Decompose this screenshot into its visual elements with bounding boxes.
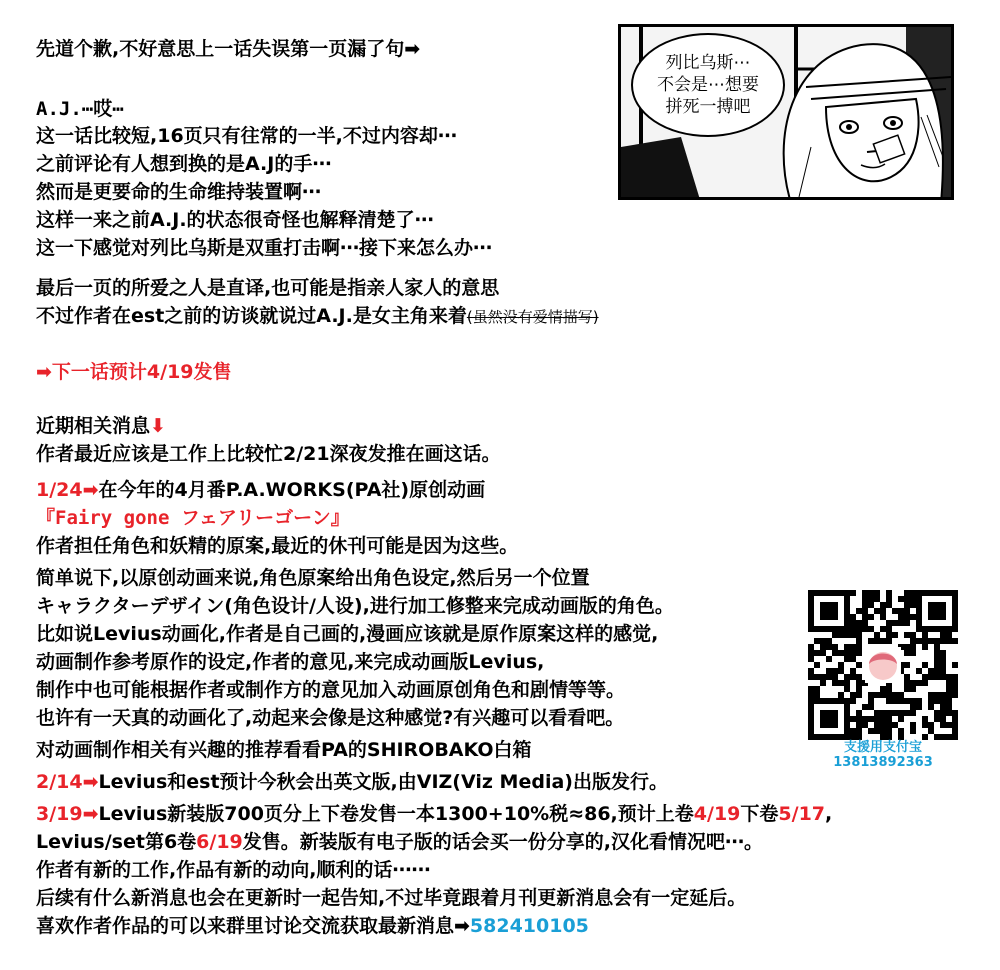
news-date: 3/19➡ [36, 803, 99, 825]
closing-line: 后续有什么新消息也会在更新时一起告知,不过毕竟跟着月刊更新消息会有一定延后。 [36, 887, 747, 909]
news-text: Levius/set第6卷 [36, 831, 197, 853]
news-item-vol6 [36, 830, 763, 854]
next-release: ➡下一话预计4/19发售 [36, 361, 232, 383]
release-date: 6/19 [196, 831, 243, 853]
news-line: 作者担任角色和妖精的原案,最近的休刊可能是因为这些。 [36, 535, 519, 557]
manga-panel [618, 24, 954, 200]
news-date: 1/24➡ [36, 479, 99, 501]
news-text: Levius和est预计今秋会出英文版,由VIZ(Viz Media)出版发行。 [98, 771, 668, 793]
news-date: 2/14➡ [36, 771, 99, 793]
news-text: Levius新装版700页分上下卷发售一本1300+10%税≈86,预计上卷 [98, 803, 694, 825]
anime-title: 『Fairy gone フェアリーゴーン』 [36, 507, 350, 529]
news-text: , [825, 803, 833, 825]
group-line [36, 914, 589, 938]
explain-line: 制作中也可能根据作者或制作方的意见加入动画原创角色和剧情等等。 [36, 679, 626, 701]
alipay-qr-code [808, 590, 958, 740]
news-heading-text: 近期相关消息 [36, 415, 151, 437]
note-line [36, 304, 599, 329]
bubble-line: 列比乌斯⋯ [665, 53, 751, 73]
news-heading [36, 414, 166, 438]
group-text: 喜欢作者作品的可以来群里讨论交流获取最新消息➡ [36, 915, 470, 937]
intro-line: 这样一来之前A.J.的状态很奇怪也解释清楚了⋯ [36, 209, 434, 231]
news-text: 下卷 [740, 803, 779, 825]
intro-line: 然而是更要命的生命维持装置啊⋯ [36, 181, 322, 203]
bubble-line: 不会是⋯想要 [657, 75, 759, 95]
speech-bubble [631, 33, 785, 137]
release-date: 4/19 [693, 803, 741, 825]
news-item-anime [36, 478, 485, 502]
bubble-line: 拼死一搏吧 [665, 97, 751, 117]
intro-line: A.J.⋯哎⋯ [36, 98, 124, 120]
explain-line: 对动画制作相关有兴趣的推荐看看PA的SHIROBAKO白箱 [36, 739, 532, 761]
intro-line: 这一下感觉对列比乌斯是双重打击啊⋯接下来怎么办⋯ [36, 237, 493, 259]
explain-line: 动画制作参考原作的设定,作者的意见,来完成动画版Levius, [36, 651, 545, 673]
note-aside: (虽然没有爱情描写) [466, 308, 599, 326]
news-item-english [36, 770, 668, 794]
news-text: 在今年的4月番P.A.WORKS(PA社)原创动画 [98, 479, 486, 501]
explain-line: 也许有一天真的动画化了,动起来会像是这种感觉?有兴趣可以看看吧。 [36, 707, 625, 729]
qr-code-image [808, 590, 958, 740]
qr-caption-title: 支援用支付宝 [843, 740, 922, 755]
qr-caption-number: 13813892363 [833, 755, 933, 770]
intro-line: 之前评论有人想到换的是A.J的手⋯ [36, 153, 332, 175]
closing-line: 作者有新的工作,作品有新的动向,顺利的话⋯⋯ [36, 859, 431, 881]
release-date: 5/17 [778, 803, 826, 825]
explain-line: 比如说Levius动画化,作者是自己画的,漫画应该就是原作原案这样的感觉, [36, 623, 659, 645]
qr-avatar-icon [865, 647, 901, 683]
note-line: 最后一页的所爱之人是直译,也可能是指亲人家人的意思 [36, 277, 500, 299]
apology-line: 先道个歉,不好意思上一话失误第一页漏了句➡ [36, 38, 421, 60]
down-arrow-icon: ⬇ [150, 415, 166, 437]
qr-caption [808, 740, 958, 770]
news-text: 发售。新装版有电子版的话会买一份分享的,汉化看情况吧⋯。 [242, 831, 764, 853]
intro-line: 这一话比较短,16页只有往常的一半,不过内容却⋯ [36, 125, 457, 147]
note-line-main: 不过作者在est之前的访谈就说过A.J.是女主角来着 [36, 305, 467, 327]
explain-line: キャラクターデザイン(角色设计/人设),进行加工修整来完成动画版的角色。 [36, 595, 674, 617]
news-line: 作者最近应该是工作上比较忙2/21深夜发推在画这话。 [36, 443, 501, 465]
news-item-newedition [36, 802, 832, 826]
explain-line: 简单说下,以原创动画来说,角色原案给出角色设定,然后另一个位置 [36, 567, 590, 589]
group-number: 582410105 [469, 915, 589, 937]
